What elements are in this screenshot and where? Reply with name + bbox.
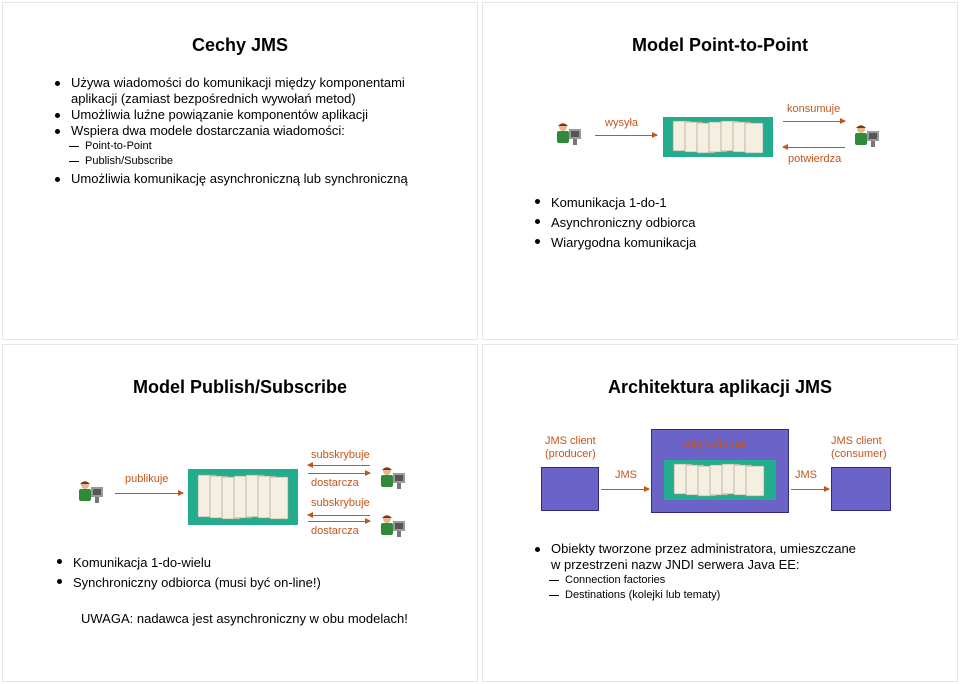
consume-label: konsumuje bbox=[787, 103, 841, 115]
subscribe-arrow-1 bbox=[308, 465, 370, 466]
bullet-continuation: aplikacji (zamiast bezpośrednich wywołań metod) bbox=[71, 91, 356, 106]
slide-architecture bbox=[482, 344, 958, 682]
send-label: wysyła bbox=[605, 117, 639, 129]
sub-bullet-item: Connection factories bbox=[533, 573, 953, 588]
topic-box bbox=[188, 469, 298, 525]
envelope-stack-icon bbox=[663, 117, 773, 157]
sub-bullet-item: Publish/Subscribe bbox=[53, 154, 473, 169]
bullet-item: Umożliwia komunikację asynchroniczną lub synchroniczną bbox=[53, 171, 473, 187]
slide-title: Architektura aplikacji JMS bbox=[607, 377, 833, 397]
send-arrow bbox=[595, 135, 657, 136]
deliver-label-1: dostarcza bbox=[311, 477, 359, 489]
envelope-stack-icon bbox=[188, 469, 298, 525]
user-computer-icon bbox=[379, 465, 407, 493]
producer-box bbox=[541, 467, 599, 511]
consumer-label: JMS client (consumer) bbox=[831, 435, 887, 460]
slide-title: Model Point-to-Point bbox=[632, 35, 808, 55]
bullet-list bbox=[533, 541, 953, 603]
bullet-list bbox=[53, 75, 473, 187]
bullet-list bbox=[55, 553, 465, 593]
sub-bullet-item: Point-to-Point bbox=[53, 139, 473, 154]
queue-envelopes bbox=[664, 460, 776, 500]
consumer-box bbox=[831, 467, 891, 511]
publish-arrow bbox=[115, 493, 183, 494]
note-text: UWAGA: nadawca jest asynchroniczny w obu modelach! bbox=[81, 611, 408, 626]
user-computer-icon bbox=[379, 513, 407, 541]
slide-point-to-point bbox=[482, 2, 958, 340]
slide-title: Model Publish/Subscribe bbox=[132, 377, 348, 397]
deliver-arrow-2 bbox=[308, 521, 370, 522]
bullet-item: Wiarygodna komunikacja bbox=[533, 233, 933, 253]
bullet-item: Asynchroniczny odbiorca bbox=[533, 213, 933, 233]
jms-left-arrow bbox=[601, 489, 649, 490]
bullet-continuation: w przestrzeni nazw JNDI serwera Java EE: bbox=[551, 557, 800, 572]
confirm-arrow bbox=[783, 147, 845, 148]
bullet-item: Obiekty tworzone przez administratora, umieszczane bbox=[533, 541, 953, 557]
user-computer-icon bbox=[853, 123, 881, 151]
publish-label: publikuje bbox=[125, 473, 169, 485]
deliver-arrow-1 bbox=[308, 473, 370, 474]
jms-left-label: JMS bbox=[615, 469, 637, 481]
bullet-item: Komunikacja 1-do-1 bbox=[533, 193, 933, 213]
bullet-item: Wspiera dwa modele dostarczania wiadomości: bbox=[53, 123, 473, 139]
slide-publish-subscribe bbox=[2, 344, 478, 682]
subscribe-arrow-2 bbox=[308, 515, 370, 516]
producer-label: JMS client (producer) bbox=[545, 435, 596, 460]
user-computer-icon bbox=[77, 479, 105, 507]
bullet-item: Komunikacja 1-do-wielu bbox=[55, 553, 465, 573]
sub-bullet-item: Destinations (kolejki lub tematy) bbox=[533, 588, 953, 603]
bullet-item: Umożliwia luźne powiązanie komponentów aplikacji bbox=[53, 107, 473, 123]
queue-box bbox=[663, 117, 773, 157]
queue-topic-container bbox=[651, 429, 789, 513]
confirm-label: potwierdza bbox=[788, 153, 842, 165]
bullet-item: Synchroniczny odbiorca (musi być on-line!) bbox=[55, 573, 465, 593]
consume-arrow bbox=[783, 121, 845, 122]
user-computer-icon bbox=[555, 121, 583, 149]
slide-cechy-jms bbox=[2, 2, 478, 340]
subscribe-label-1: subskrybuje bbox=[311, 449, 370, 461]
bullet-list bbox=[533, 193, 933, 253]
queue-topic-label: kolejka/temat bbox=[682, 438, 747, 450]
jms-right-label: JMS bbox=[795, 469, 817, 481]
deliver-label-2: dostarcza bbox=[311, 525, 359, 537]
subscribe-label-2: subskrybuje bbox=[311, 497, 370, 509]
envelope-stack-icon bbox=[664, 460, 776, 500]
bullet-item: Używa wiadomości do komunikacji między komponentami bbox=[53, 75, 473, 91]
slide-title: Cechy JMS bbox=[191, 35, 289, 55]
jms-right-arrow bbox=[791, 489, 829, 490]
